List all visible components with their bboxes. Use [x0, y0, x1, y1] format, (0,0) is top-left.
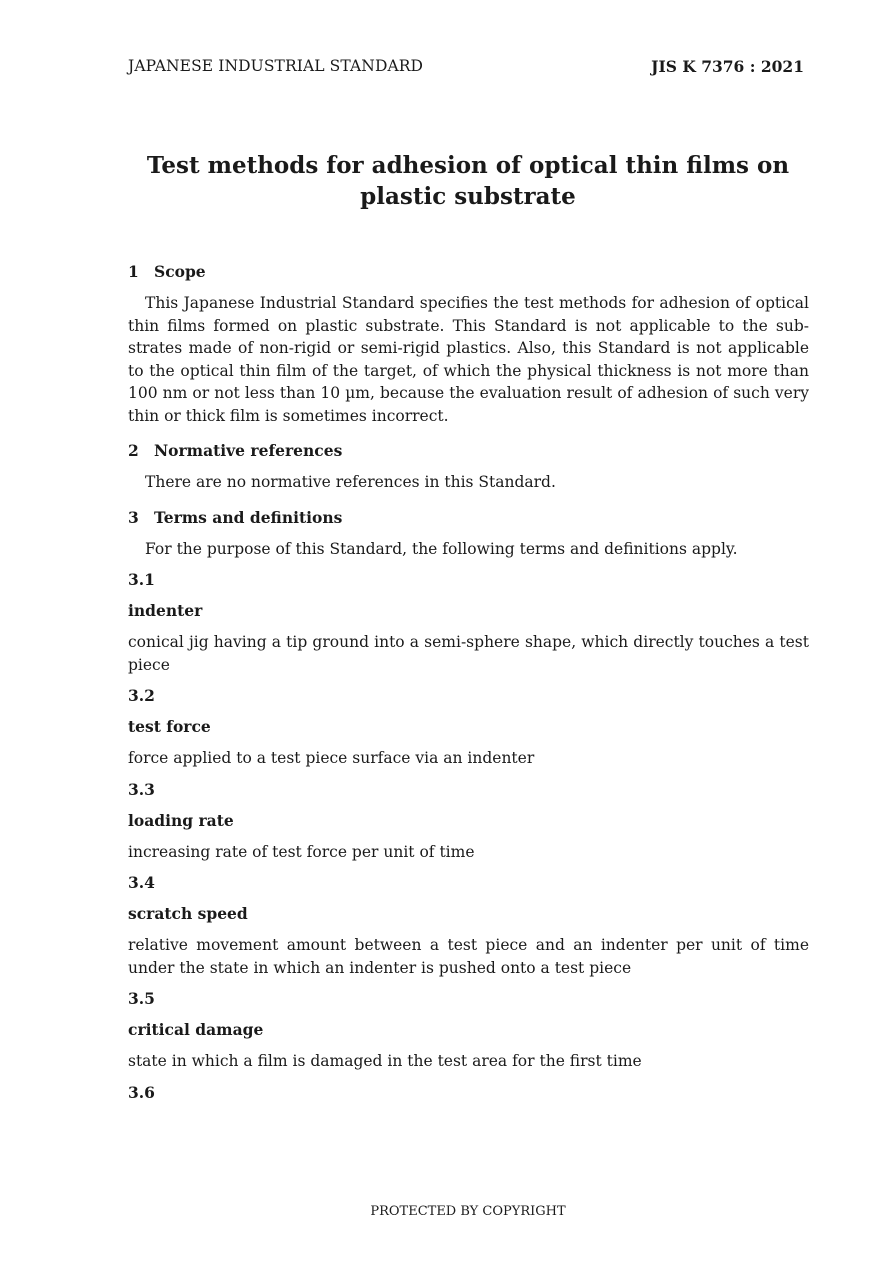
section-title: Scope — [154, 262, 206, 281]
section-heading — [128, 440, 809, 462]
term-entry — [128, 1082, 809, 1104]
term-definition: force applied to a test piece surface via an indenter — [128, 749, 535, 767]
section-normative-references — [128, 440, 809, 494]
term-number: 3.5 — [128, 989, 155, 1008]
term-definition: conical jig having a tip ground into a semi-sphere shape, which directly touches a test piece — [128, 633, 809, 674]
term-number: 3.4 — [128, 873, 155, 892]
term-definition: relative movement amount between a test piece and an indenter per unit of time under the state in which an indenter is pushed onto a test piece — [128, 936, 809, 977]
term-name: indenter — [128, 601, 203, 620]
section-text: There are no normative references in this Standard. — [145, 473, 556, 491]
copyright-footer: PROTECTED BY COPYRIGHT — [370, 1204, 566, 1219]
document-code: JIS K 7376 : 2021 — [651, 57, 804, 76]
section-title: Terms and definitions — [154, 507, 343, 527]
term-name: scratch speed — [128, 904, 248, 923]
term-entry — [128, 779, 809, 864]
term-number: 3.6 — [128, 1082, 155, 1102]
section-number: 3 — [128, 507, 139, 527]
term-entry — [128, 872, 809, 979]
term-entry — [128, 988, 809, 1073]
term-name: critical damage — [128, 1020, 264, 1039]
section-text: This Japanese Industrial Standard specifies the test methods for adhesion of optical thin films formed on plastic substrate. This Standard is not applicable to the sub-strates made of non-rigid or semi-rigid plastics. Also, this Standard is not applicable to the optical thin film of the target, of which the physical thickness is not more than 100 nm or not less than 10 µm, because the evaluation result of adhesion of such very thin or thick film is sometimes incorrect. — [128, 294, 809, 425]
section-number: 2 — [128, 441, 139, 460]
term-name: test force — [128, 717, 211, 736]
term-definition: state in which a film is damaged in the test area for the first time — [128, 1052, 642, 1070]
term-definition: increasing rate of test force per unit of time — [128, 842, 475, 861]
section-title: Normative references — [154, 441, 343, 460]
section-number: 1 — [128, 262, 139, 281]
term-number: 3.2 — [128, 686, 155, 705]
section-heading — [128, 507, 809, 529]
term-entry — [128, 569, 809, 676]
term-number: 3.3 — [128, 779, 155, 799]
section-terms-definitions — [128, 507, 809, 561]
section-scope — [128, 261, 809, 427]
document-header-left: JAPANESE INDUSTRIAL STANDARD — [128, 57, 424, 75]
section-text: For the purpose of this Standard, the following terms and definitions apply. — [145, 539, 738, 558]
document-body — [128, 261, 809, 1104]
term-name: loading rate — [128, 810, 234, 830]
term-number: 3.1 — [128, 570, 155, 589]
section-heading — [128, 261, 809, 283]
page-title: Test methods for adhesion of optical thin films on plastic substrate — [146, 152, 790, 210]
term-entry — [128, 685, 809, 770]
